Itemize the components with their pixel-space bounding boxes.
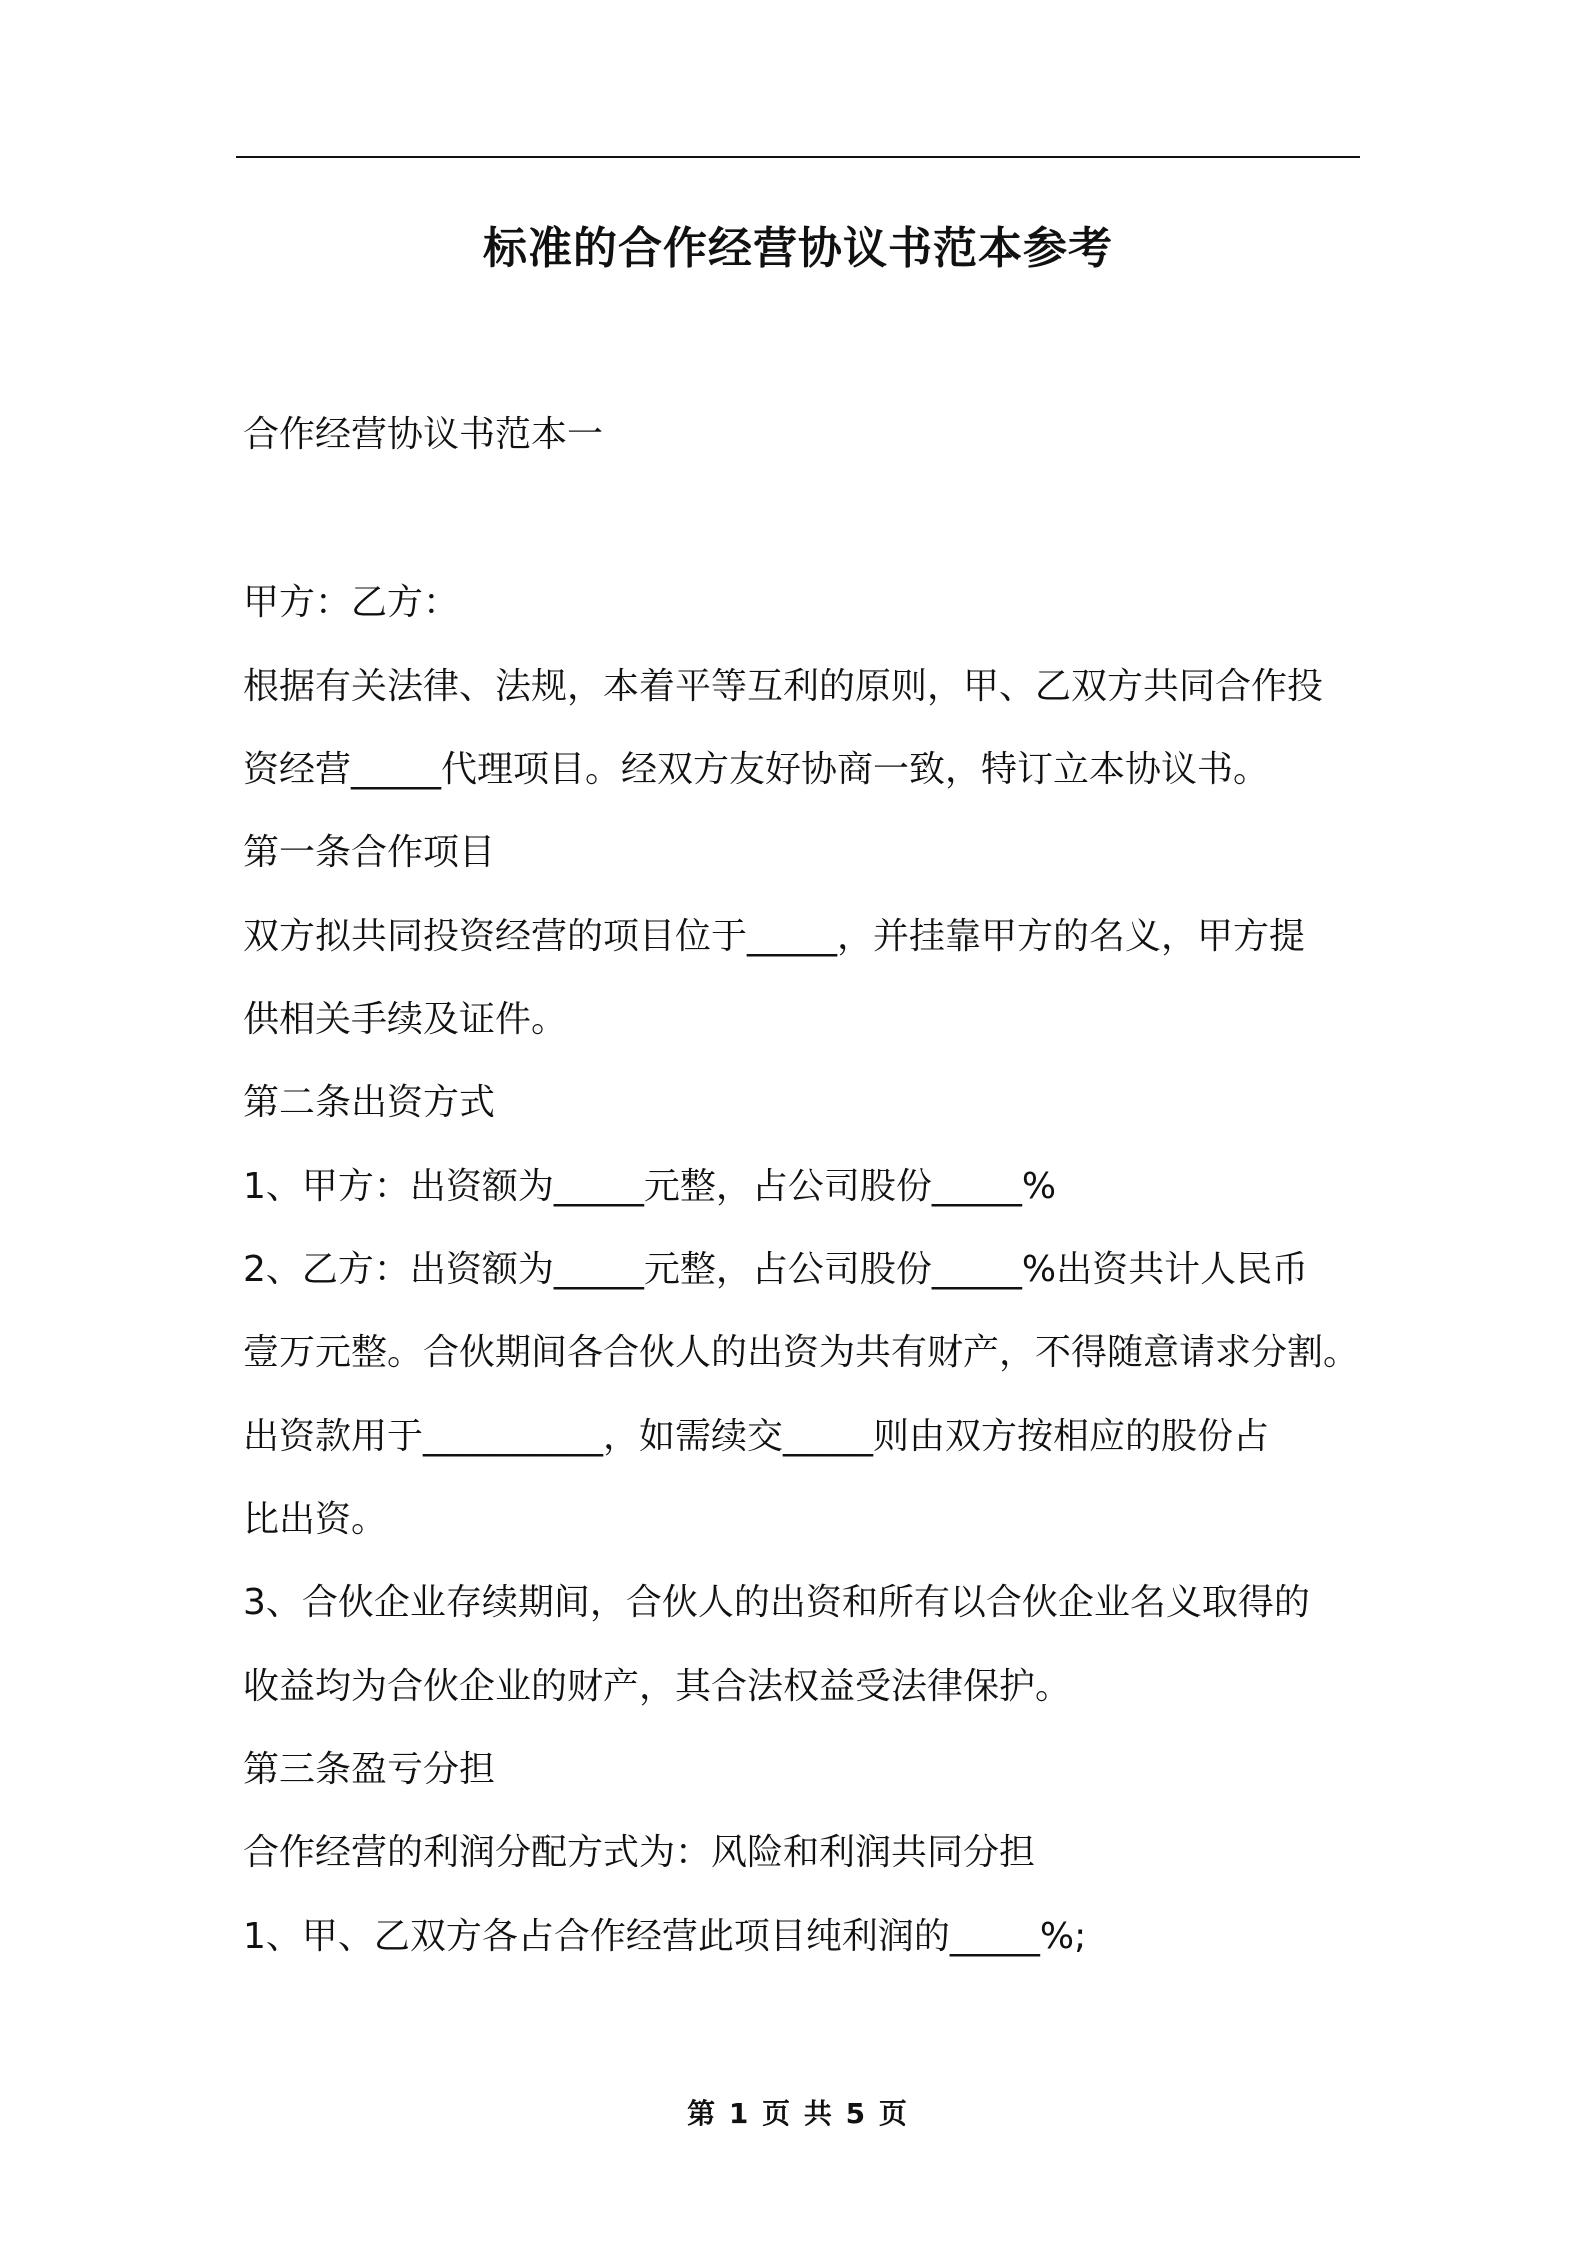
paragraph-line: 壹万元整。合伙期间各合伙人的出资为共有财产，不得随意请求分割。 [243, 1332, 1360, 1373]
header-rule [236, 156, 1360, 158]
page-number-footer: 第 1 页 共 5 页 [687, 2097, 909, 2130]
party-line: 甲方：乙方： [243, 582, 460, 623]
paragraph-line: 3、合伙企业存续期间，合伙人的出资和所有以合伙企业名义取得的 [243, 1582, 1310, 1623]
paragraph-line: 1、甲方：出资额为_____元整，占公司股份_____% [243, 1166, 1057, 1207]
section-heading: 合作经营协议书范本一 [243, 414, 604, 455]
article-heading: 第三条盈亏分担 [243, 1749, 496, 1790]
paragraph-line: 供相关手续及证件。 [243, 999, 568, 1040]
paragraph-line: 比出资。 [243, 1499, 388, 1540]
paragraph-line: 合作经营的利润分配方式为：风险和利润共同分担 [243, 1832, 1036, 1873]
article-heading: 第二条出资方式 [243, 1082, 496, 1123]
article-heading: 第一条合作项目 [243, 832, 496, 873]
paragraph-line: 1、甲、乙双方各占合作经营此项目纯利润的_____%; [243, 1916, 1087, 1957]
paragraph-line: 2、乙方：出资额为_____元整，占公司股份_____%出资共计人民币 [243, 1249, 1309, 1290]
paragraph-line: 出资款用于__________，如需续交_____则由双方按相应的股份占 [243, 1416, 1270, 1457]
document-title: 标准的合作经营协议书范本参考 [483, 223, 1113, 274]
paragraph-line: 收益均为合伙企业的财产，其合法权益受法律保护。 [243, 1666, 1072, 1707]
paragraph-line: 资经营_____代理项目。经双方友好协商一致，特订立本协议书。 [243, 749, 1270, 790]
paragraph-line: 根据有关法律、法规，本着平等互利的原则，甲、乙双方共同合作投 [243, 666, 1324, 707]
paragraph-line: 双方拟共同投资经营的项目位于_____，并挂靠甲方的名义，甲方提 [243, 916, 1306, 957]
